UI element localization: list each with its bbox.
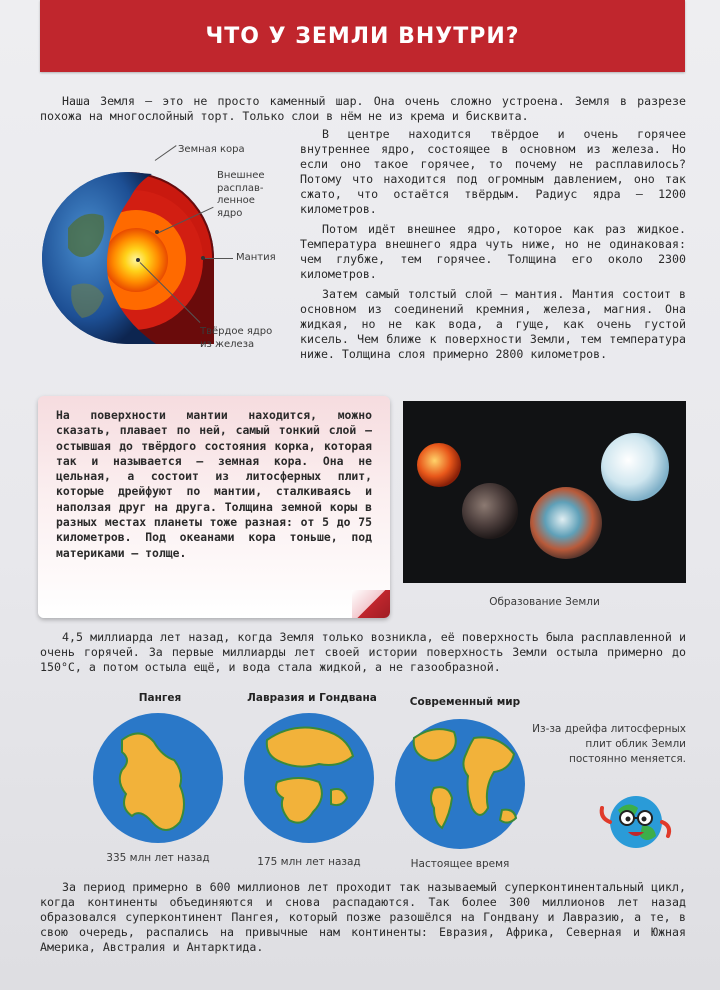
label-crust: Земная кора [178,144,245,155]
history-text: 4,5 миллиарда лет назад, когда Земля только возникла, её поверхность была расплавленной и очень горячей. За первые миллиарды лет своей истории поверхность Земли остыла примерно до 150°С, а потом остыла ещё, и вода стала жидкой, а не газообразной. [40,630,686,674]
globe-pangea [92,712,224,844]
map-caption-modern-world: Настоящее время [410,858,510,870]
label-outer-core-line: ленное [217,195,255,206]
history-paragraph [40,630,686,675]
photo-caption: Образование Земли [489,596,600,608]
label-outer-core-line: Внешнее [217,170,265,181]
side-note-line: постоянно меняется. [569,753,686,765]
paragraph-inner-core [300,127,686,217]
leader-mantle [205,258,233,259]
planet-molten [417,443,461,487]
earth-formation-illustration [403,401,686,583]
label-outer-core [217,170,265,220]
map-caption-pangea: 335 млн лет назад [106,852,210,864]
header-banner [40,0,685,72]
label-mantle: Мантия [236,252,276,263]
paragraph-mantle-text: Затем самый толстый слой — мантия. Мантия состоит в основном из соединений кремния, железа, магния. Она жидкая, но не как вода, а гуще, как очень густой кисель. Чем ближе к поверхности Земли, тем температура ниже. Толщина слоя примерно 2800 километров. [300,287,686,361]
side-note-line: Из-за дрейфа литосферных [532,723,686,735]
paragraph-outer-core-text: Потом идёт внешнее ядро, которое как раз жидкое. Температура внешнего ядра чуть ниже, но не одинаковая: чем глубже, тем горячее. Толщина его около 2300 километров. [300,222,686,281]
intro-paragraph [40,94,686,124]
label-inner-core [200,326,272,351]
paragraph-inner-core-text: В центре находится твёрдое и очень горячее внутреннее ядро, состоящее в основном из железа. Но если оно такое горячее, то почему не расплавилось? Потому что находится под огромным давлением, оно так сжато, что остаётся твёрдым. Радиус ядра — 1200 километров. [300,127,686,216]
intro-text: Наша Земля — это не просто каменный шар. Она очень сложно устроена. Земля в разрезе похожа на многослойный торт. Только слои в нём не из крема и бисквита. [40,94,686,123]
globe-laurasia-gondwana [243,712,375,844]
label-inner-core-line: из железа [200,338,255,350]
planet-cooling [462,483,518,539]
label-outer-core-line: ядро [217,207,243,219]
map-title-modern-world: Современный мир [409,696,521,708]
page-title: ЧТО У ЗЕМЛИ ВНУТРИ? [205,23,520,49]
closing-text: За период примерно в 600 миллионов лет проходит так называемый суперконтинентальный цикл, когда континенты объединяются и снова распадаются. Так более 300 миллионов лет назад образовался суперконтинент Пангея, который позже разошёлся на Гондвану и Лавразию, а те, в свою очередь, распались на привычные нам континенты: Евразия, Африка, Северная и Южная Америка, Австралия и Антарктида. [40,880,686,954]
side-note [506,722,686,767]
label-outer-core-line: расплав- [217,182,264,194]
map-caption-laurasia-gondwana: 175 млн лет назад [257,856,361,868]
planet-oceans [530,487,602,559]
page-curl-corner [352,590,390,618]
paragraph-mantle [300,287,686,362]
earth-cross-section-diagram [38,168,218,348]
planet-ice [601,433,669,501]
highlight-box-text: На поверхности мантии находится, можно сказать, плавает по ней, самый тонкий слой — остывшая до твёрдого состояния корка, которая так и называется — земная кора. Она не цельная, а состоит из литосферных плит, которые дрейфуют по мантии, сталкиваясь и наползая друг на друга. Толщина земной коры в разных местах планеты тоже разная: от 5 до 75 километров. Под океанами кора тоньше, под материками — толще. [56,408,372,560]
side-note-line: плит облик Земли [585,738,686,750]
leader-crust [155,145,177,161]
closing-paragraph [40,880,686,955]
earth-mascot-icon [594,788,674,854]
label-inner-core-line: Твёрдое ядро [200,326,273,337]
paragraph-outer-core [300,222,686,282]
map-title-pangea: Пангея [138,692,182,704]
map-title-laurasia-gondwana: Лавразия и Гондвана [247,692,377,704]
